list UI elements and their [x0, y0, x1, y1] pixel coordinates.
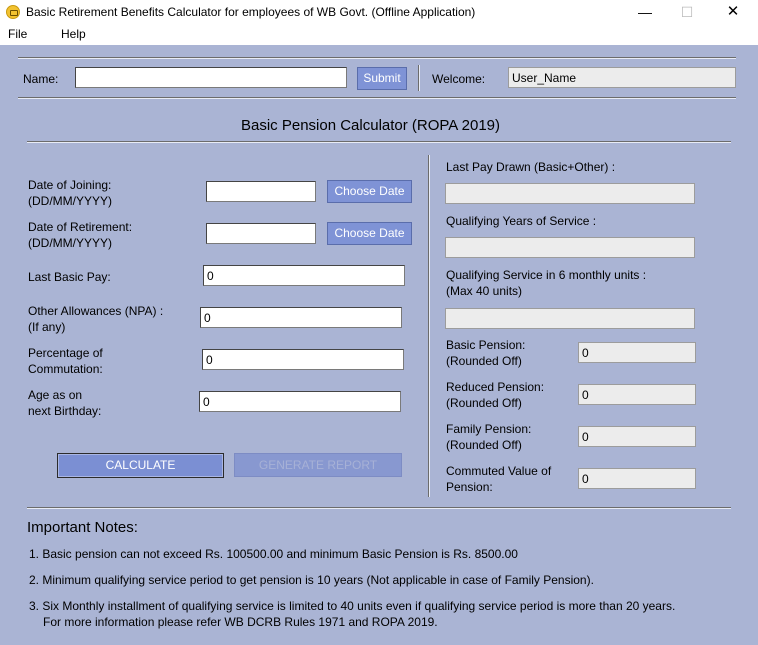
- notes-title: Important Notes:: [27, 519, 138, 536]
- last-basic-pay-label: Last Basic Pay:: [28, 270, 111, 284]
- family-pension-label-line1: Family Pension:: [446, 422, 532, 436]
- last-pay-drawn-field: [445, 183, 695, 204]
- note-3: 3. Six Monthly installment of qualifying service is limited to 40 units even if qualifying service period is more than 20 years.: [29, 599, 676, 613]
- dor-label-line1: Date of Retirement:: [28, 220, 133, 234]
- reduced-pension-label-line1: Reduced Pension:: [446, 380, 545, 394]
- doj-label-line1: Date of Joining:: [28, 178, 112, 192]
- top-separator: [418, 65, 420, 91]
- choose-date-retirement-button[interactable]: Choose Date: [327, 222, 412, 245]
- family-pension-field: [578, 426, 696, 447]
- allowances-input[interactable]: [200, 307, 402, 328]
- qualifying-years-field: [445, 237, 695, 258]
- age-label-line1: Age as on: [28, 388, 83, 402]
- name-input[interactable]: [75, 67, 347, 88]
- notes-divider: [27, 507, 731, 509]
- qualifying-years-label: Qualifying Years of Service :: [446, 214, 597, 228]
- commuted-value-label-line2: Pension:: [446, 480, 493, 494]
- commutation-input[interactable]: [202, 349, 404, 370]
- age-input[interactable]: [199, 391, 401, 412]
- name-label: Name:: [23, 72, 59, 86]
- minimize-button[interactable]: —: [638, 4, 652, 20]
- welcome-label: Welcome:: [432, 72, 486, 86]
- allowances-label-line1: Other Allowances (NPA) :: [28, 304, 164, 318]
- maximize-button[interactable]: ☐: [680, 4, 694, 20]
- calculate-button[interactable]: CALCULATE: [57, 453, 224, 478]
- note-1: 1. Basic pension can not exceed Rs. 100500.00 and minimum Basic Pension is Rs. 8500.00: [29, 547, 518, 561]
- commuted-value-field: [578, 468, 696, 489]
- commutation-label-line2: Commutation:: [28, 362, 103, 376]
- commutation-label-line1: Percentage of: [28, 346, 103, 360]
- qualifying-units-label-line2: (Max 40 units): [446, 284, 523, 298]
- age-label-line2: next Birthday:: [28, 404, 102, 418]
- app-icon: [6, 5, 20, 19]
- top-divider: [18, 57, 736, 59]
- top-bottom-divider: [18, 97, 736, 99]
- basic-pension-label-line1: Basic Pension:: [446, 338, 526, 352]
- allowances-label-line2: (If any): [28, 320, 66, 334]
- basic-pension-field: [578, 342, 696, 363]
- note-3-continued: For more information please refer WB DCRB Rules 1971 and ROPA 2019.: [43, 615, 438, 629]
- qualifying-units-label-line1: Qualifying Service in 6 monthly units :: [446, 268, 647, 282]
- family-pension-label-line2: (Rounded Off): [446, 438, 522, 452]
- generate-report-button[interactable]: GENERATE REPORT: [234, 453, 402, 477]
- menu-help[interactable]: Help: [61, 27, 86, 41]
- submit-button[interactable]: Submit: [357, 67, 407, 90]
- menu-bar: [0, 24, 758, 45]
- title-bar: [0, 0, 758, 24]
- menu-file[interactable]: File: [8, 27, 28, 41]
- doj-input[interactable]: [206, 181, 316, 202]
- choose-date-joining-button[interactable]: Choose Date: [327, 180, 412, 203]
- basic-pension-label-line2: (Rounded Off): [446, 354, 522, 368]
- last-basic-pay-input[interactable]: [203, 265, 405, 286]
- column-separator: [428, 155, 430, 497]
- last-pay-drawn-label: Last Pay Drawn (Basic+Other) :: [446, 160, 616, 174]
- welcome-field: [508, 67, 736, 88]
- dor-input[interactable]: [206, 223, 316, 244]
- commuted-value-label-line1: Commuted Value of: [446, 464, 552, 478]
- title-divider: [27, 141, 731, 143]
- reduced-pension-field: [578, 384, 696, 405]
- calculator-title: Basic Pension Calculator (ROPA 2019): [241, 117, 501, 134]
- doj-label-line2: (DD/MM/YYYY): [28, 194, 112, 208]
- client-area: [0, 45, 758, 645]
- dor-label-line2: (DD/MM/YYYY): [28, 236, 112, 250]
- window-title: Basic Retirement Benefits Calculator for employees of WB Govt. (Offline Application): [26, 5, 476, 19]
- close-button[interactable]: ✕: [726, 3, 740, 20]
- reduced-pension-label-line2: (Rounded Off): [446, 396, 522, 410]
- note-2: 2. Minimum qualifying service period to get pension is 10 years (Not applicable in case of Family Pension).: [29, 573, 594, 587]
- qualifying-units-field: [445, 308, 695, 329]
